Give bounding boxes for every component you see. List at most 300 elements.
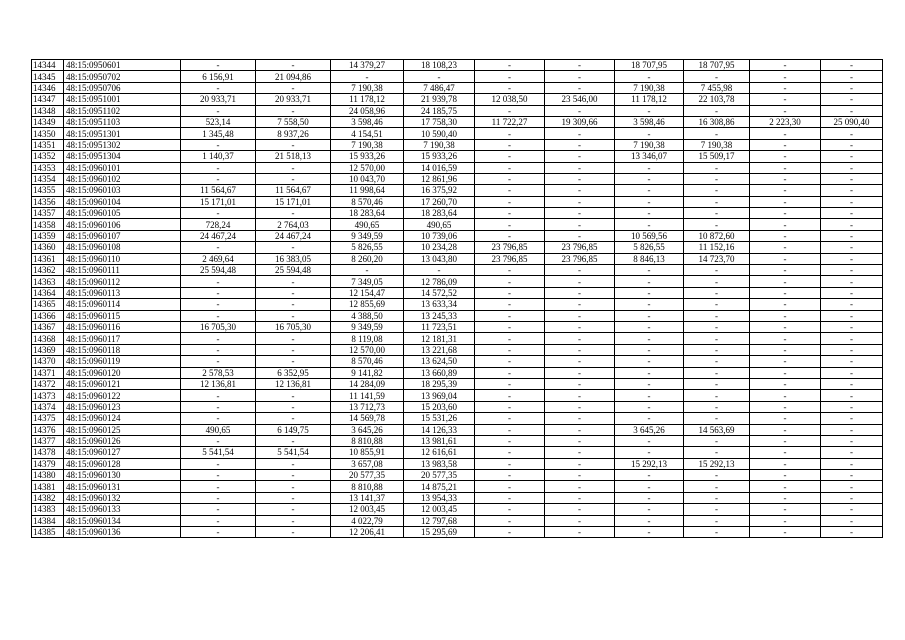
value-3-cell: 14 284,09 — [331, 378, 404, 389]
value-1-cell: - — [181, 413, 256, 424]
value-3-cell: 12 570,00 — [331, 344, 404, 355]
value-8-cell: 7 190,38 — [684, 139, 750, 150]
value-5-cell: - — [475, 230, 545, 241]
value-6-cell: - — [545, 230, 615, 241]
value-9-cell: - — [750, 71, 821, 82]
value-1-cell: - — [181, 390, 256, 401]
table-row — [32, 287, 883, 298]
value-7-cell: - — [615, 105, 684, 116]
value-5-cell: - — [475, 139, 545, 150]
cadastral-number-cell: 48:15:0950601 — [64, 60, 181, 71]
value-1-cell: 24 467,24 — [181, 230, 256, 241]
value-10-cell: - — [821, 242, 883, 253]
value-7-cell: 3 645,26 — [615, 424, 684, 435]
value-3-cell: 15 933,26 — [331, 151, 404, 162]
row-number-cell: 14381 — [32, 481, 64, 492]
table-row — [32, 492, 883, 503]
value-3-cell: 12 570,00 — [331, 162, 404, 173]
value-3-cell: 7 349,05 — [331, 276, 404, 287]
value-1-cell: 2 469,64 — [181, 253, 256, 264]
value-2-cell: - — [256, 390, 331, 401]
value-2-cell: 11 564,67 — [256, 185, 331, 196]
value-6-cell: - — [545, 71, 615, 82]
value-7-cell: 5 826,55 — [615, 242, 684, 253]
value-9-cell: - — [750, 162, 821, 173]
value-1-cell: - — [181, 492, 256, 503]
value-9-cell: - — [750, 424, 821, 435]
value-9-cell: - — [750, 82, 821, 93]
row-number-cell: 14367 — [32, 321, 64, 332]
value-3-cell: 20 577,35 — [331, 470, 404, 481]
value-4-cell: 12 616,61 — [404, 447, 475, 458]
row-number-cell: 14380 — [32, 470, 64, 481]
value-6-cell: - — [545, 299, 615, 310]
value-9-cell: - — [750, 60, 821, 71]
value-9-cell: - — [750, 492, 821, 503]
row-number-cell: 14378 — [32, 447, 64, 458]
value-8-cell: - — [684, 333, 750, 344]
value-5-cell: - — [475, 458, 545, 469]
value-9-cell: - — [750, 504, 821, 515]
value-3-cell: 12 855,69 — [331, 299, 404, 310]
value-7-cell: - — [615, 481, 684, 492]
value-5-cell: - — [475, 435, 545, 446]
table-row — [32, 242, 883, 253]
value-3-cell: 18 283,64 — [331, 208, 404, 219]
value-8-cell: - — [684, 390, 750, 401]
value-1-cell: 6 156,91 — [181, 71, 256, 82]
value-7-cell: - — [615, 447, 684, 458]
value-4-cell: - — [404, 71, 475, 82]
value-10-cell: - — [821, 492, 883, 503]
value-7-cell: - — [615, 367, 684, 378]
value-4-cell: 7 190,38 — [404, 139, 475, 150]
value-9-cell: - — [750, 299, 821, 310]
value-9-cell: - — [750, 458, 821, 469]
value-2-cell: - — [256, 435, 331, 446]
value-9-cell: - — [750, 287, 821, 298]
value-3-cell: 7 190,38 — [331, 82, 404, 93]
value-10-cell: - — [821, 367, 883, 378]
row-number-cell: 14352 — [32, 151, 64, 162]
value-8-cell: - — [684, 71, 750, 82]
value-7-cell: 8 846,13 — [615, 253, 684, 264]
value-9-cell: - — [750, 139, 821, 150]
value-8-cell: - — [684, 515, 750, 526]
value-8-cell: - — [684, 492, 750, 503]
cadastral-number-cell: 48:15:0960114 — [64, 299, 181, 310]
value-1-cell: - — [181, 162, 256, 173]
row-number-cell: 14362 — [32, 265, 64, 276]
table-row — [32, 196, 883, 207]
value-9-cell: - — [750, 321, 821, 332]
value-2-cell: - — [256, 401, 331, 412]
value-3-cell: 11 141,59 — [331, 390, 404, 401]
value-3-cell: 24 058,96 — [331, 105, 404, 116]
value-10-cell: - — [821, 321, 883, 332]
value-6-cell: - — [545, 378, 615, 389]
table-row — [32, 185, 883, 196]
value-4-cell: - — [404, 265, 475, 276]
value-10-cell: - — [821, 401, 883, 412]
value-1-cell: - — [181, 208, 256, 219]
value-10-cell: - — [821, 105, 883, 116]
value-5-cell: - — [475, 173, 545, 184]
value-7-cell: 13 346,07 — [615, 151, 684, 162]
value-1-cell: 25 594,48 — [181, 265, 256, 276]
table-row — [32, 367, 883, 378]
row-number-cell: 14375 — [32, 413, 64, 424]
row-number-cell: 14353 — [32, 162, 64, 173]
value-7-cell: - — [615, 413, 684, 424]
value-3-cell: 8 810,88 — [331, 481, 404, 492]
value-8-cell: 15 292,13 — [684, 458, 750, 469]
cadastral-number-cell: 48:15:0960116 — [64, 321, 181, 332]
table-row — [32, 230, 883, 241]
value-7-cell: - — [615, 333, 684, 344]
value-8-cell: - — [684, 208, 750, 219]
value-9-cell: - — [750, 344, 821, 355]
value-10-cell: - — [821, 310, 883, 321]
value-5-cell: - — [475, 276, 545, 287]
value-1-cell: - — [181, 242, 256, 253]
value-10-cell: - — [821, 82, 883, 93]
value-4-cell: 15 531,26 — [404, 413, 475, 424]
table-row — [32, 310, 883, 321]
value-8-cell: - — [684, 367, 750, 378]
value-1-cell: - — [181, 299, 256, 310]
cadastral-number-cell: 48:15:0951304 — [64, 151, 181, 162]
value-4-cell: 490,65 — [404, 219, 475, 230]
value-5-cell: - — [475, 299, 545, 310]
cadastral-number-cell: 48:15:0950702 — [64, 71, 181, 82]
value-7-cell: - — [615, 504, 684, 515]
value-6-cell: - — [545, 356, 615, 367]
value-8-cell: - — [684, 504, 750, 515]
value-2-cell: - — [256, 276, 331, 287]
value-1-cell: - — [181, 310, 256, 321]
value-6-cell: - — [545, 504, 615, 515]
value-1-cell: 12 136,81 — [181, 378, 256, 389]
value-1-cell: 490,65 — [181, 424, 256, 435]
value-4-cell: 13 633,34 — [404, 299, 475, 310]
value-1-cell: - — [181, 504, 256, 515]
value-2-cell: - — [256, 458, 331, 469]
table-row — [32, 401, 883, 412]
value-8-cell: 18 707,95 — [684, 60, 750, 71]
value-6-cell: - — [545, 287, 615, 298]
value-10-cell: - — [821, 185, 883, 196]
row-number-cell: 14346 — [32, 82, 64, 93]
row-number-cell: 14383 — [32, 504, 64, 515]
value-10-cell: - — [821, 413, 883, 424]
value-6-cell: - — [545, 162, 615, 173]
value-8-cell: - — [684, 287, 750, 298]
value-8-cell: - — [684, 356, 750, 367]
table-row — [32, 435, 883, 446]
value-3-cell: 10 043,70 — [331, 173, 404, 184]
table-row — [32, 219, 883, 230]
value-2-cell: - — [256, 162, 331, 173]
value-5-cell: - — [475, 196, 545, 207]
row-number-cell: 14365 — [32, 299, 64, 310]
cadastral-number-cell: 48:15:0960130 — [64, 470, 181, 481]
value-2-cell: - — [256, 504, 331, 515]
value-4-cell: 14 875,21 — [404, 481, 475, 492]
value-5-cell: - — [475, 367, 545, 378]
value-1-cell: - — [181, 527, 256, 538]
value-7-cell: - — [615, 128, 684, 139]
value-3-cell: - — [331, 265, 404, 276]
value-5-cell: - — [475, 208, 545, 219]
value-9-cell: - — [750, 208, 821, 219]
value-4-cell: 13 245,33 — [404, 310, 475, 321]
value-2-cell: - — [256, 492, 331, 503]
value-7-cell: - — [615, 219, 684, 230]
value-4-cell: 10 739,06 — [404, 230, 475, 241]
value-9-cell: - — [750, 378, 821, 389]
value-6-cell: - — [545, 185, 615, 196]
value-10-cell: - — [821, 94, 883, 105]
value-9-cell: - — [750, 413, 821, 424]
value-6-cell: - — [545, 367, 615, 378]
value-4-cell: 20 577,35 — [404, 470, 475, 481]
value-7-cell: - — [615, 276, 684, 287]
value-2-cell: - — [256, 333, 331, 344]
value-6-cell: - — [545, 265, 615, 276]
value-9-cell: - — [750, 105, 821, 116]
value-6-cell: - — [545, 481, 615, 492]
value-1-cell: - — [181, 60, 256, 71]
cadastral-number-cell: 48:15:0960117 — [64, 333, 181, 344]
cadastral-number-cell: 48:15:0960113 — [64, 287, 181, 298]
value-7-cell: - — [615, 390, 684, 401]
value-4-cell: 13 221,68 — [404, 344, 475, 355]
value-7-cell: - — [615, 344, 684, 355]
table-row — [32, 356, 883, 367]
value-8-cell: - — [684, 173, 750, 184]
value-7-cell: 3 598,46 — [615, 116, 684, 127]
value-10-cell: - — [821, 299, 883, 310]
cadastral-number-cell: 48:15:0960122 — [64, 390, 181, 401]
value-9-cell: - — [750, 470, 821, 481]
value-4-cell: 13 981,61 — [404, 435, 475, 446]
value-1-cell: - — [181, 276, 256, 287]
row-number-cell: 14358 — [32, 219, 64, 230]
cadastral-number-cell: 48:15:0960121 — [64, 378, 181, 389]
value-3-cell: 8 570,46 — [331, 356, 404, 367]
value-3-cell: 8 119,08 — [331, 333, 404, 344]
value-6-cell: - — [545, 344, 615, 355]
value-6-cell: 23 546,00 — [545, 94, 615, 105]
value-2-cell: - — [256, 470, 331, 481]
value-3-cell: 13 712,73 — [331, 401, 404, 412]
table-row — [32, 470, 883, 481]
value-6-cell: - — [545, 151, 615, 162]
value-10-cell: - — [821, 515, 883, 526]
value-7-cell: - — [615, 356, 684, 367]
value-9-cell: - — [750, 253, 821, 264]
table-row — [32, 60, 883, 71]
table-row — [32, 116, 883, 127]
value-2-cell: 5 541,54 — [256, 447, 331, 458]
value-8-cell: 7 455,98 — [684, 82, 750, 93]
row-number-cell: 14377 — [32, 435, 64, 446]
value-4-cell: 13 660,89 — [404, 367, 475, 378]
table-row — [32, 299, 883, 310]
value-4-cell: 13 983,58 — [404, 458, 475, 469]
value-1-cell: - — [181, 401, 256, 412]
value-8-cell: - — [684, 481, 750, 492]
value-9-cell: - — [750, 230, 821, 241]
value-3-cell: 3 645,26 — [331, 424, 404, 435]
table-row — [32, 458, 883, 469]
value-6-cell: - — [545, 527, 615, 538]
table-row — [32, 504, 883, 515]
value-7-cell: - — [615, 492, 684, 503]
value-10-cell: - — [821, 356, 883, 367]
value-8-cell: - — [684, 378, 750, 389]
value-8-cell: 14 563,69 — [684, 424, 750, 435]
cadastral-number-cell: 48:15:0960101 — [64, 162, 181, 173]
table-row — [32, 128, 883, 139]
value-9-cell: - — [750, 356, 821, 367]
table-row — [32, 413, 883, 424]
value-2-cell: 21 094,86 — [256, 71, 331, 82]
value-2-cell: - — [256, 413, 331, 424]
value-6-cell: - — [545, 515, 615, 526]
value-9-cell: - — [750, 276, 821, 287]
value-10-cell: - — [821, 208, 883, 219]
value-3-cell: 3 657,08 — [331, 458, 404, 469]
value-10-cell: - — [821, 139, 883, 150]
cadastral-number-cell: 48:15:0960123 — [64, 401, 181, 412]
value-5-cell: - — [475, 413, 545, 424]
table-row — [32, 527, 883, 538]
row-number-cell: 14385 — [32, 527, 64, 538]
value-8-cell: - — [684, 527, 750, 538]
value-6-cell: - — [545, 105, 615, 116]
row-number-cell: 14371 — [32, 367, 64, 378]
value-3-cell: 4 022,79 — [331, 515, 404, 526]
value-1-cell: - — [181, 105, 256, 116]
value-2-cell: - — [256, 515, 331, 526]
value-6-cell: - — [545, 82, 615, 93]
value-10-cell: - — [821, 287, 883, 298]
cadastral-number-cell: 48:15:0960108 — [64, 242, 181, 253]
cadastral-number-cell: 48:15:0960120 — [64, 367, 181, 378]
row-number-cell: 14357 — [32, 208, 64, 219]
row-number-cell: 14356 — [32, 196, 64, 207]
value-10-cell: - — [821, 458, 883, 469]
value-5-cell: - — [475, 219, 545, 230]
cadastral-number-cell: 48:15:0960124 — [64, 413, 181, 424]
row-number-cell: 14366 — [32, 310, 64, 321]
value-5-cell: - — [475, 390, 545, 401]
value-8-cell: - — [684, 128, 750, 139]
value-1-cell: 20 933,71 — [181, 94, 256, 105]
cadastral-number-cell: 48:15:0960115 — [64, 310, 181, 321]
value-6-cell: - — [545, 208, 615, 219]
row-number-cell: 14348 — [32, 105, 64, 116]
value-3-cell: 8 810,88 — [331, 435, 404, 446]
cadastral-number-cell: 48:15:0960132 — [64, 492, 181, 503]
value-6-cell: - — [545, 401, 615, 412]
value-5-cell: - — [475, 321, 545, 332]
table-row — [32, 276, 883, 287]
cadastral-number-cell: 48:15:0960118 — [64, 344, 181, 355]
value-5-cell: 11 722,27 — [475, 116, 545, 127]
cadastral-number-cell: 48:15:0960119 — [64, 356, 181, 367]
value-9-cell: - — [750, 527, 821, 538]
value-1-cell: 5 541,54 — [181, 447, 256, 458]
value-8-cell: - — [684, 276, 750, 287]
value-10-cell: - — [821, 60, 883, 71]
table-body — [32, 60, 883, 538]
value-3-cell: 12 154,47 — [331, 287, 404, 298]
value-3-cell: 5 826,55 — [331, 242, 404, 253]
value-3-cell: 4 388,50 — [331, 310, 404, 321]
value-6-cell: - — [545, 196, 615, 207]
value-10-cell: - — [821, 344, 883, 355]
value-4-cell: 13 043,80 — [404, 253, 475, 264]
value-5-cell: - — [475, 162, 545, 173]
value-7-cell: 11 178,12 — [615, 94, 684, 105]
value-5-cell: - — [475, 470, 545, 481]
value-9-cell: - — [750, 94, 821, 105]
value-2-cell: - — [256, 527, 331, 538]
value-3-cell: 13 141,37 — [331, 492, 404, 503]
value-5-cell: - — [475, 265, 545, 276]
value-9-cell: - — [750, 447, 821, 458]
value-10-cell: - — [821, 71, 883, 82]
value-7-cell: - — [615, 196, 684, 207]
value-8-cell: - — [684, 447, 750, 458]
value-3-cell: 8 570,46 — [331, 196, 404, 207]
value-4-cell: 18 283,64 — [404, 208, 475, 219]
value-9-cell: - — [750, 481, 821, 492]
cadastral-number-cell: 48:15:0960110 — [64, 253, 181, 264]
value-10-cell: - — [821, 435, 883, 446]
value-9-cell: - — [750, 333, 821, 344]
value-5-cell: - — [475, 287, 545, 298]
row-number-cell: 14370 — [32, 356, 64, 367]
value-6-cell: 23 796,85 — [545, 253, 615, 264]
value-8-cell: - — [684, 435, 750, 446]
value-2-cell: 12 136,81 — [256, 378, 331, 389]
value-4-cell: 12 786,09 — [404, 276, 475, 287]
table-row — [32, 151, 883, 162]
value-10-cell: - — [821, 378, 883, 389]
value-10-cell: - — [821, 276, 883, 287]
value-2-cell: 7 558,50 — [256, 116, 331, 127]
value-7-cell: - — [615, 299, 684, 310]
value-5-cell: - — [475, 492, 545, 503]
value-7-cell: - — [615, 310, 684, 321]
row-number-cell: 14359 — [32, 230, 64, 241]
value-6-cell: - — [545, 447, 615, 458]
value-2-cell: - — [256, 173, 331, 184]
value-2-cell: - — [256, 356, 331, 367]
value-8-cell: - — [684, 470, 750, 481]
value-6-cell: - — [545, 470, 615, 481]
value-5-cell: - — [475, 504, 545, 515]
value-5-cell: - — [475, 310, 545, 321]
value-10-cell: - — [821, 196, 883, 207]
value-2-cell: 15 171,01 — [256, 196, 331, 207]
value-1-cell: - — [181, 139, 256, 150]
value-6-cell: - — [545, 424, 615, 435]
